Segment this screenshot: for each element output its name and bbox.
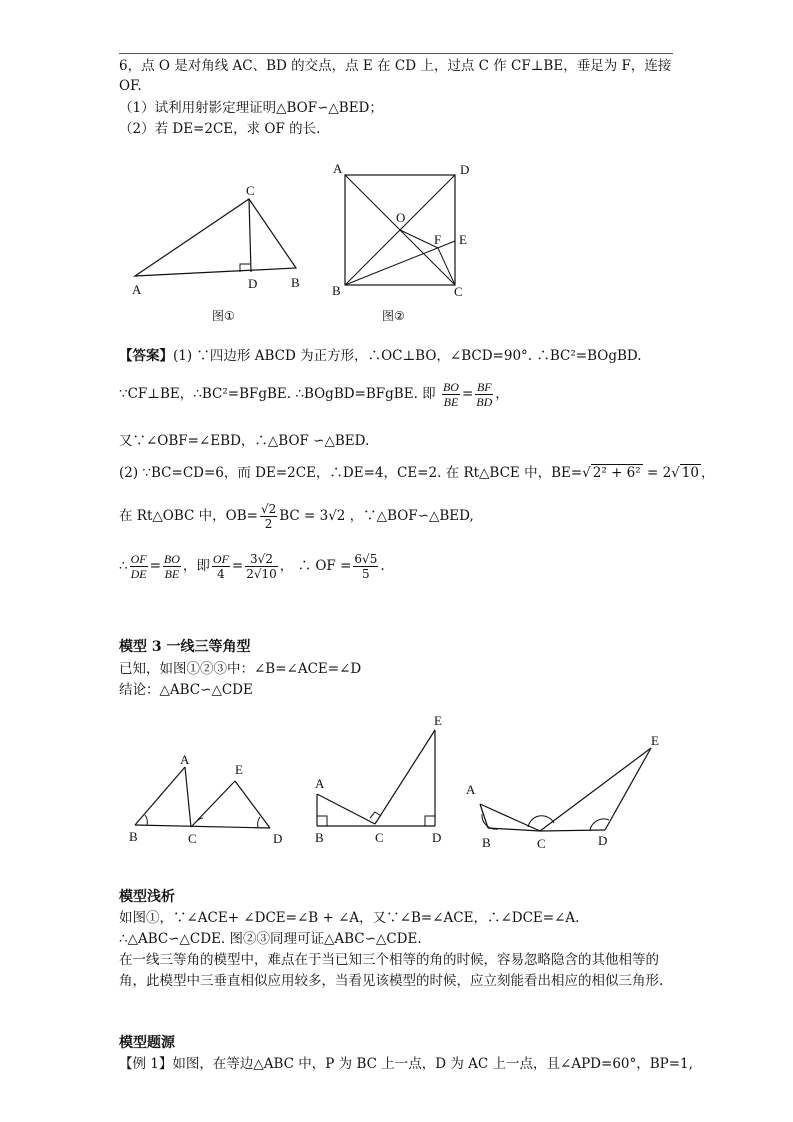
svg-text:C: C	[188, 831, 197, 846]
fig1-label-b: B	[291, 275, 300, 290]
svg-text:C: C	[375, 830, 384, 845]
model3-figure-2	[305, 710, 455, 850]
svg-text:E: E	[434, 713, 442, 728]
problem-line-2: OF.	[119, 78, 142, 94]
answer-line-2-text: ∵CF⊥BE，∴BC²=BFgBE. ∴BOgBD=BFgBE. 即	[119, 386, 436, 402]
problem-line-1: 6，点 O 是对角线 AC、BD 的交点，点 E 在 CD 上，过点 C 作 CF⊥BE，垂足为 F，连接	[119, 58, 672, 74]
svg-text:B: B	[482, 835, 491, 850]
fig2-label-d: D	[460, 162, 470, 177]
fig1-label-d: D	[248, 276, 258, 291]
model3-figure-3	[462, 730, 672, 860]
question-1: （1）试利用射影定理证明△BOF∽△BED；	[119, 100, 383, 116]
fraction-of-de: $\frac{OF}{DE}$	[130, 552, 147, 581]
fig2-caption: 图②	[382, 309, 405, 323]
example-1: 【例 1】如图，在等边△ABC 中，P 为 BC 上一点，D 为 AC 上一点，且∠APD=60°，BP=1,	[119, 1056, 693, 1072]
fig2-label-e: E	[459, 232, 467, 247]
fig2-label-a: A	[333, 161, 343, 176]
answer-line-1-text: (1) ∵四边形 ABCD 为正方形，∴OC⊥BO，∠BCD=90°. ∴BC²=BOgBD.	[173, 348, 642, 364]
svg-text:C: C	[537, 836, 546, 851]
model3-conclusion: 结论：△ABC∽△CDE	[119, 682, 253, 698]
model3-title: 模型 3 一线三等角型	[119, 639, 251, 655]
model3-given: 已知，如图①②③中：∠B=∠ACE=∠D	[119, 661, 362, 677]
analysis-p4: 角，此模型中三垂直相似应用较多，当看见该模型的时候，应立刻能看出相应的相似三角形.	[119, 973, 664, 989]
figure-1	[120, 180, 320, 325]
answer-line-4: (2) ∵BC=CD=6，而 DE=2CE，∴DE=4，CE=2. 在 Rt△BCE 中，BE=√ 2² + 6² = 2√ 10 ，	[119, 465, 715, 481]
fig2-label-c: C	[454, 284, 463, 299]
svg-text:A: A	[180, 752, 190, 767]
svg-text:A: A	[315, 776, 325, 791]
answer-tag: 【答案】	[119, 348, 173, 364]
fraction-root2-2: $\frac{√2}{2}$	[260, 502, 277, 531]
fig1-caption: 图①	[212, 309, 235, 323]
fraction-6root5-5: $\frac{6√5}{5}$	[354, 552, 378, 581]
svg-text:E: E	[235, 762, 243, 777]
fig2-label-b: B	[332, 283, 341, 298]
analysis-p1: 如图①，∵∠ACE+ ∠DCE=∠B + ∠A，又∵∠B=∠ACE，∴∠DCE=∠A.	[119, 910, 580, 926]
fraction-bo-be: $\frac{BO}{BE}$	[442, 380, 459, 409]
answer-line-6: ∴ $\frac{OF}{DE}$ = $\frac{BO}{BE}$ ，即 $\frac{OF}{4}$ = $\frac{3√2}{2√10}$ ， ∴ OF = $\frac{6√5}{5}$ .	[119, 552, 385, 581]
fig2-label-o: O	[396, 210, 406, 225]
figure-2	[330, 158, 480, 328]
model3-figure-1	[125, 745, 295, 845]
answer-line-2: ∵CF⊥BE，∴BC²=BFgBE. ∴BOgBD=BFgBE. 即 $\frac{BO}{BE}$ = $\frac{BF}{BD}$ ，	[119, 380, 509, 409]
fig1-label-a: A	[132, 282, 142, 297]
fig2-label-f: F	[434, 232, 442, 247]
question-2: （2）若 DE=2CE，求 OF 的长.	[119, 121, 321, 137]
analysis-p3: 在一线三等角的模型中，难点在于当已知三个相等的角的时候，容易忽略隐含的其他相等的	[119, 952, 659, 968]
answer-line-5: 在 Rt△OBC 中，OB= $\frac{√2}{2}$ BC = 3√2 ，∵△BOF∽△BED,	[119, 502, 474, 531]
svg-text:B: B	[129, 829, 138, 844]
fraction-bf-bd: $\frac{BF}{BD}$	[476, 380, 493, 409]
svg-text:A: A	[466, 782, 476, 797]
fig1-label-c: C	[246, 183, 255, 198]
fraction-bo-be-2: $\frac{BO}{BE}$	[163, 552, 180, 581]
analysis-title: 模型浅析	[119, 889, 175, 905]
top-rule	[119, 53, 673, 54]
answer-line-3: 又∵∠OBF=∠EBD，∴△BOF ∽△BED.	[119, 433, 370, 449]
svg-text:D: D	[432, 830, 442, 845]
svg-text:D: D	[273, 831, 283, 846]
fraction-of-4: $\frac{OF}{4}$	[212, 552, 229, 581]
analysis-p2: ∴△ABC∽△CDE. 图②③同理可证△ABC∽△CDE.	[119, 931, 422, 947]
fraction-3root2: $\frac{3√2}{2√10}$	[246, 552, 277, 581]
svg-text:B: B	[315, 830, 324, 845]
svg-text:D: D	[598, 833, 608, 848]
source-title: 模型题源	[119, 1035, 175, 1051]
svg-text:E: E	[651, 733, 659, 748]
answer-line-1	[119, 346, 642, 366]
